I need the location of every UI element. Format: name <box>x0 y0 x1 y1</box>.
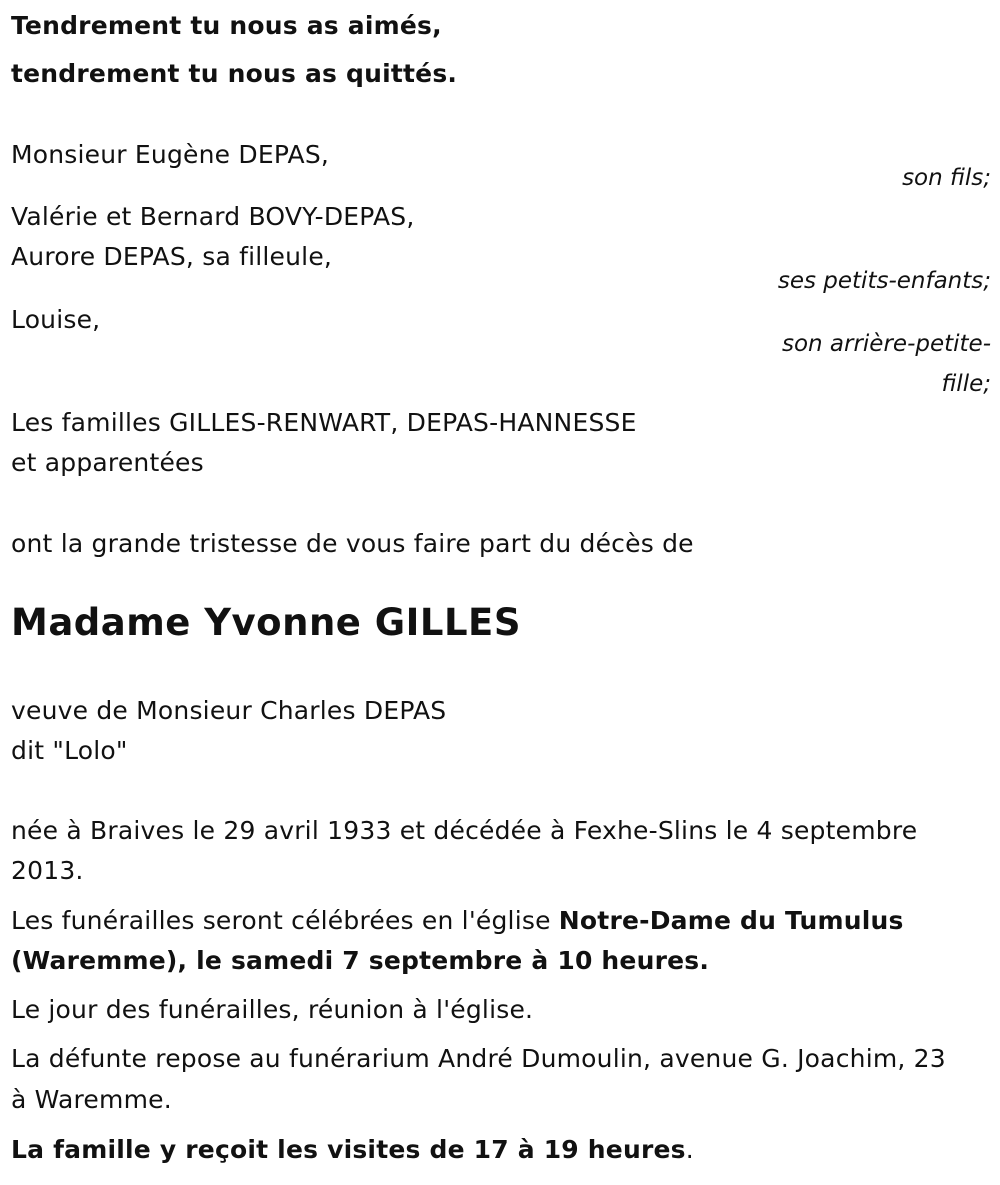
announcement: ont la grande tristesse de vous faire part du décès de <box>11 529 694 558</box>
epitaph-line-2: tendrement tu nous as quittés. <box>11 59 458 88</box>
great-grandchild-role-line-2: fille; <box>941 371 991 397</box>
funeral-church: Notre-Dame du Tumulus <box>558 906 904 935</box>
deceased-name: Madame Yvonne GILLES <box>11 601 521 644</box>
great-grandchild-role-line-1: son arrière-petite- <box>781 331 991 357</box>
grandchild-2: Aurore DEPAS, sa filleule, <box>11 242 333 271</box>
visits-line <box>11 1130 694 1170</box>
grandchild-1: Valérie et Bernard BOVY-DEPAS, <box>11 202 415 231</box>
grandchildren-role: ses petits-enfants; <box>777 268 991 294</box>
funeral-line-1 <box>11 901 904 941</box>
funeral-line-1-prefix: Les funérailles seront célébrées en l'église <box>11 906 559 935</box>
great-grandchild: Louise, <box>11 305 101 334</box>
visits-end: . <box>685 1135 694 1164</box>
repose-line-2: à Waremme. <box>11 1085 172 1114</box>
funeral-line-2: (Waremme), le samedi 7 septembre à 10 heures. <box>11 946 710 975</box>
nickname: dit "Lolo" <box>11 736 128 765</box>
repose-line-1: La défunte repose au funérarium André Dumoulin, avenue G. Joachim, 23 <box>11 1044 946 1073</box>
epitaph-line-1: Tendrement tu nous as aimés, <box>11 11 442 40</box>
birth-death-line-2: 2013. <box>11 856 84 885</box>
birth-death-line-1: née à Braives le 29 avril 1933 et décédée à Fexhe-Slins le 4 septembre <box>11 816 918 845</box>
visits-bold: La famille y reçoit les visites de 17 à 19 heures <box>11 1135 686 1164</box>
son-name: Monsieur Eugène DEPAS, <box>11 140 330 169</box>
son-role: son fils; <box>902 165 991 191</box>
families-line-2: et apparentées <box>11 448 204 477</box>
widow-of: veuve de Monsieur Charles DEPAS <box>11 696 447 725</box>
families-line-1: Les familles GILLES-RENWART, DEPAS-HANNESSE <box>11 408 637 437</box>
funeral-meeting: Le jour des funérailles, réunion à l'église. <box>11 995 534 1024</box>
